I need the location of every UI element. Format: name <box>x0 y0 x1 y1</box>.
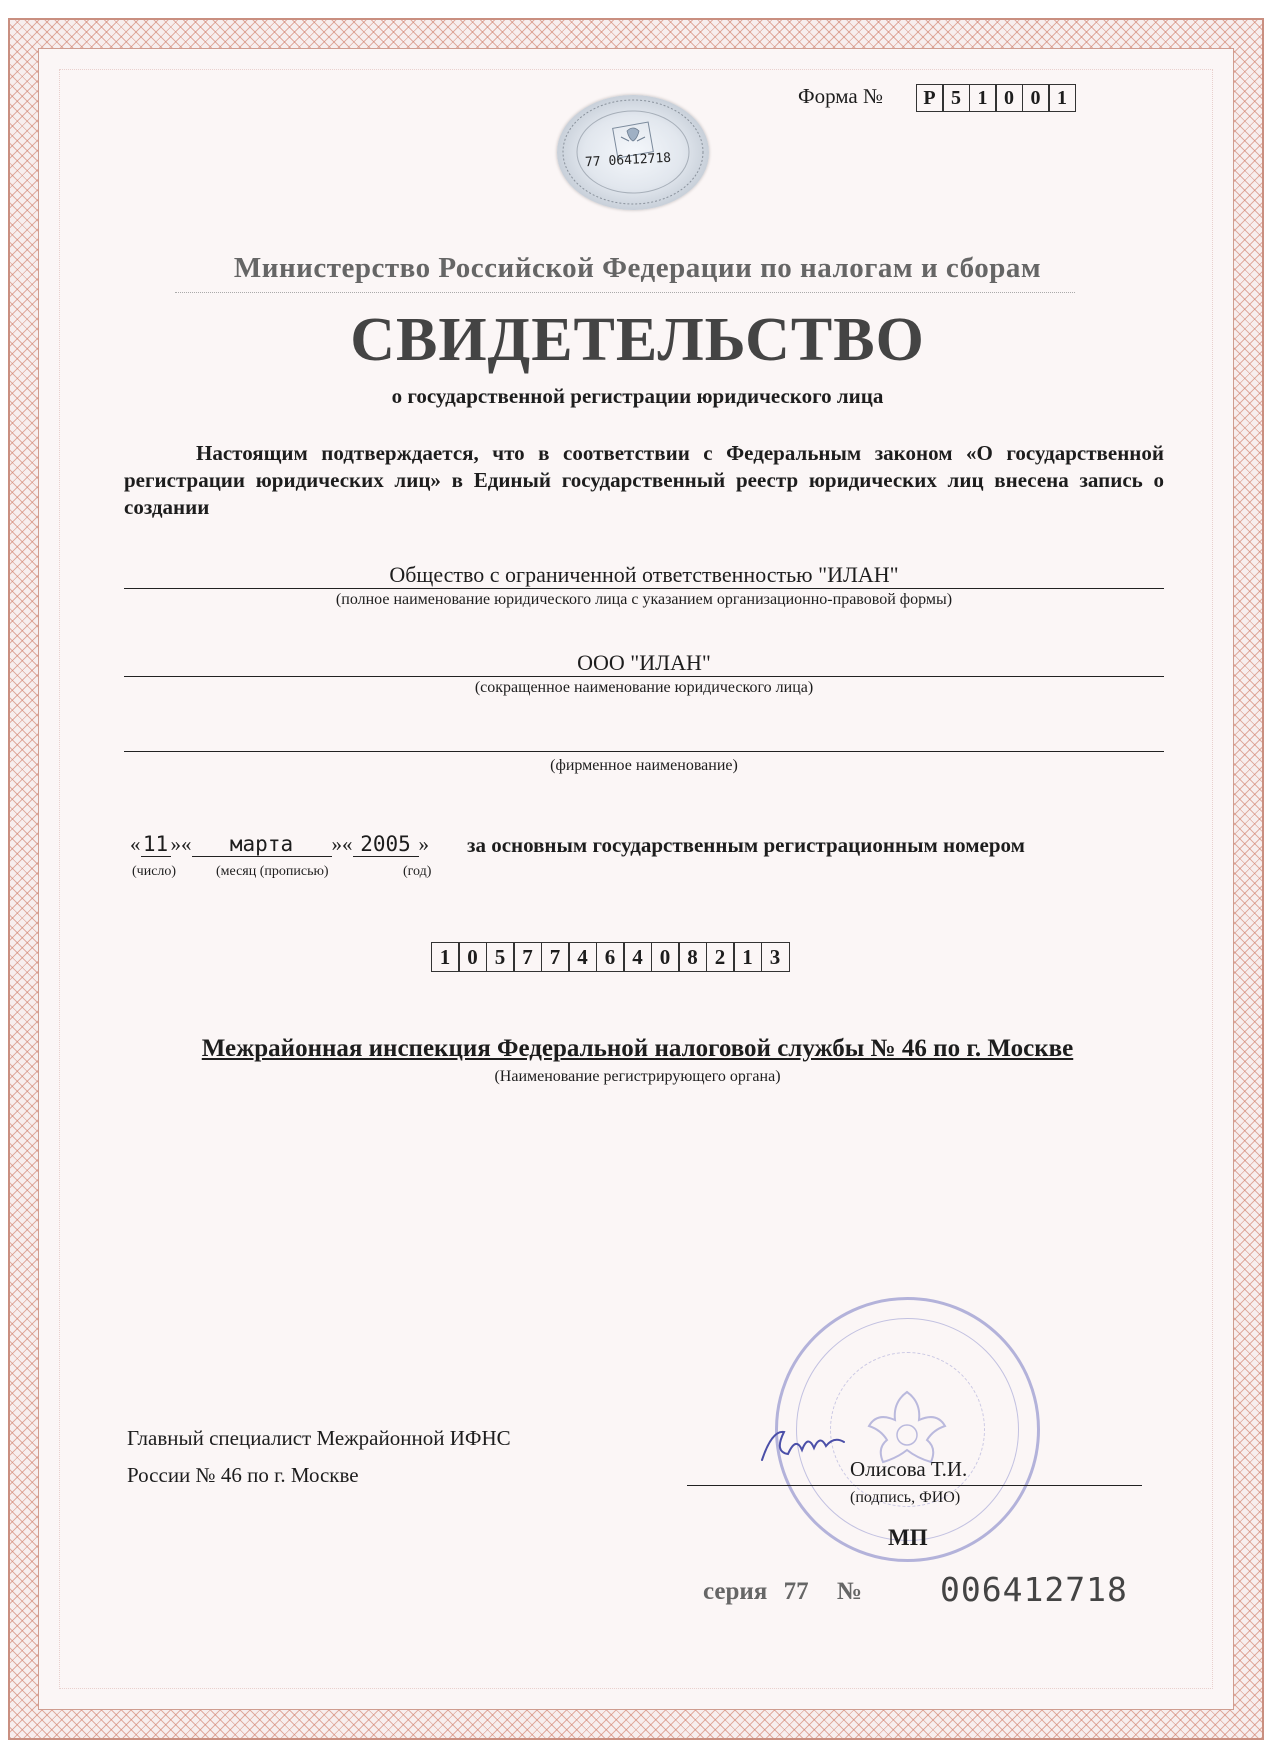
registering-authority: Межрайонная инспекция Федеральной налоговой службы № 46 по г. Москве <box>201 1035 1074 1062</box>
ogrn-digit: 6 <box>596 942 625 972</box>
date-year-caption: (год) <box>403 864 432 879</box>
form-code-cell: 1 <box>969 84 997 112</box>
series <box>703 1578 862 1606</box>
short-name-line <box>124 676 1164 677</box>
brand-name-caption: (фирменное наименование) <box>550 757 738 774</box>
short-name-value: ООО "ИЛАН" <box>577 650 711 675</box>
serial-number: 006412718 <box>940 1570 1128 1609</box>
form-code-cell: 1 <box>1048 84 1076 112</box>
date-month: марта <box>192 832 332 857</box>
short-name-caption: (сокращенное наименование юридического лица) <box>474 679 814 696</box>
ministry-rule <box>175 292 1075 293</box>
confirmation-paragraph: Настоящим подтверждается, что в соответствии с Федеральным законом «О государственной регистрации юридических лиц» в Единый государственный реестр юридических лиц внесена запись о создании <box>124 441 1164 519</box>
certificate-subtitle: о государственной регистрации юридического лица <box>391 384 884 408</box>
ogrn-digit: 3 <box>761 942 790 972</box>
signer-position <box>127 1420 511 1494</box>
form-label: Форма № <box>798 84 884 108</box>
ogrn-digit: 0 <box>458 942 487 972</box>
series-value: 77 <box>783 1578 809 1605</box>
ogrn-digit: 2 <box>706 942 735 972</box>
signature-caption: (подпись, ФИО) <box>850 1489 961 1506</box>
form-code-cell: 5 <box>942 84 970 112</box>
ogrn-digit: 1 <box>431 942 460 972</box>
form-code-cell: 0 <box>995 84 1023 112</box>
ogrn-digit: 4 <box>568 942 597 972</box>
date-month-caption: (месяц (прописью) <box>216 864 329 879</box>
date-year: 2005 <box>353 832 419 857</box>
full-name-value: Общество с ограниченной ответственностью "ИЛАН" <box>389 562 899 587</box>
ministry-name: Министерство Российской Федерации по налогам и сборам <box>233 252 1042 284</box>
registration-date: « 11 »« марта »« 2005 » <box>130 832 429 856</box>
signature-line <box>687 1485 1142 1486</box>
ogrn-digit: 0 <box>651 942 680 972</box>
hologram-seal <box>557 95 709 210</box>
ogrn-digit: 8 <box>678 942 707 972</box>
signer-name: Олисова Т.И. <box>850 1457 968 1481</box>
form-code-cell: 0 <box>1022 84 1050 112</box>
stamp-place-mark: МП <box>888 1525 928 1550</box>
series-label: серия <box>703 1578 768 1605</box>
full-name-caption: (полное наименование юридического лица с указанием организационно-правовой формы) <box>335 591 953 608</box>
ogrn-digit: 7 <box>541 942 570 972</box>
hologram-number: 77 06412718 <box>584 150 672 171</box>
series-number-label: № <box>836 1578 862 1605</box>
registering-authority-caption: (Наименование регистрирующего органа) <box>494 1068 781 1085</box>
date-tail-text: за основным государственным регистрационным номером <box>467 833 1025 857</box>
ogrn-digit: 4 <box>623 942 652 972</box>
date-day: 11 <box>141 832 171 857</box>
full-name-line <box>124 588 1164 589</box>
ogrn-digit: 5 <box>486 942 515 972</box>
ogrn-number <box>432 942 790 972</box>
ogrn-digit: 7 <box>513 942 542 972</box>
date-day-caption: (число) <box>132 864 177 879</box>
brand-name-line <box>124 751 1164 752</box>
certificate-title: СВИДЕТЕЛЬСТВО <box>350 306 925 374</box>
form-code <box>917 84 1076 112</box>
signer-position-line2: России № 46 по г. Москве <box>127 1463 359 1487</box>
form-code-cell: Р <box>916 84 944 112</box>
ogrn-digit: 1 <box>733 942 762 972</box>
signer-position-line1: Главный специалист Межрайонной ИФНС <box>127 1426 511 1450</box>
